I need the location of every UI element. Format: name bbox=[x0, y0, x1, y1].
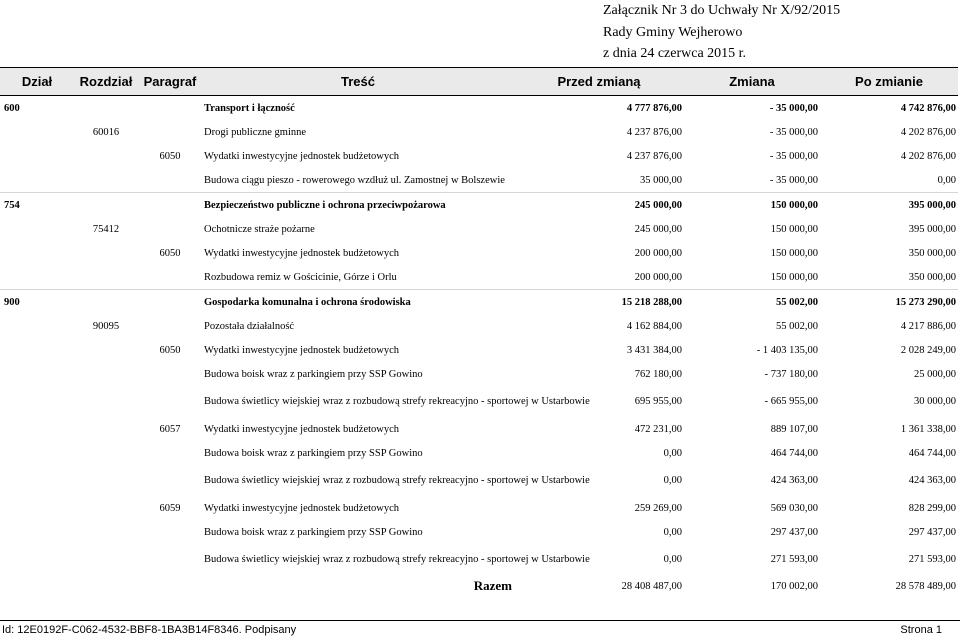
tresc-cell: Wydatki inwestycyjne jednostek budżetowych bbox=[204, 344, 400, 356]
dzial-cell bbox=[0, 544, 74, 575]
rozdzial-cell bbox=[74, 441, 138, 465]
zmiana-cell: 150 000,00 bbox=[770, 247, 818, 259]
przed-zmiana-cell: 695 955,00 bbox=[634, 396, 682, 407]
po-zmianie-cell: 828 299,00 bbox=[908, 502, 956, 514]
table-row bbox=[0, 144, 958, 168]
po-zmianie-cell: 4 742 876,00 bbox=[900, 102, 956, 114]
tresc-cell: Ochotnicze straże pożarne bbox=[204, 223, 315, 235]
rozdzial-cell bbox=[74, 544, 138, 575]
po-zmianie-cell: 15 273 290,00 bbox=[820, 290, 958, 315]
tresc-cell: Wydatki inwestycyjne jednostek budżetowych bbox=[204, 502, 400, 514]
table-row bbox=[0, 338, 958, 362]
tresc-cell: Budowa boisk wraz z parkingiem przy SSP Gowino bbox=[204, 368, 423, 380]
dzial-cell bbox=[0, 520, 74, 544]
przed-zmiana-cell: 762 180,00 bbox=[634, 368, 682, 380]
paragraf-cell bbox=[138, 441, 202, 465]
przed-zmiana-cell: 15 218 288,00 bbox=[514, 290, 684, 315]
przed-zmiana-cell: 0,00 bbox=[663, 447, 682, 459]
table-row bbox=[0, 290, 958, 315]
po-zmianie-cell: 271 593,00 bbox=[908, 554, 956, 565]
paragraf-cell: 6059 bbox=[159, 502, 181, 514]
total-label: Razem bbox=[473, 578, 512, 593]
po-zmianie-cell: 424 363,00 bbox=[908, 475, 956, 486]
po-zmianie-cell: 2 028 249,00 bbox=[900, 344, 956, 356]
dzial-cell bbox=[0, 417, 74, 441]
przed-zmiana-cell: 259 269,00 bbox=[634, 502, 682, 514]
table-row bbox=[0, 544, 958, 575]
table-row bbox=[0, 496, 958, 520]
paragraf-cell: 6057 bbox=[159, 423, 181, 435]
tresc-cell: Drogi publiczne gminne bbox=[204, 126, 307, 138]
zmiana-cell: 424 363,00 bbox=[770, 475, 818, 486]
po-zmianie-cell: 25 000,00 bbox=[914, 368, 956, 380]
zmiana-cell: 271 593,00 bbox=[770, 554, 818, 565]
rozdzial-cell bbox=[74, 193, 138, 218]
paragraf-cell bbox=[138, 386, 202, 417]
przed-zmiana-cell: 3 431 384,00 bbox=[626, 344, 682, 356]
table-row bbox=[0, 417, 958, 441]
zmiana-cell: 150 000,00 bbox=[684, 193, 820, 218]
dzial-cell bbox=[0, 441, 74, 465]
paragraf-cell: 6050 bbox=[159, 247, 181, 259]
page-number: Strona 1 bbox=[900, 624, 942, 636]
przed-zmiana-cell: 245 000,00 bbox=[514, 193, 684, 218]
dzial-cell: 600 bbox=[4, 102, 20, 114]
document-id: Id: 12E0192F-C062-4532-BBF8-1BA3B14F8346. Podpisany bbox=[2, 624, 297, 636]
rozdzial-cell: 75412 bbox=[92, 223, 120, 235]
dzial-cell bbox=[0, 265, 74, 290]
paragraf-cell bbox=[138, 120, 202, 144]
document-header bbox=[603, 0, 840, 65]
total-zmiana: 170 002,00 bbox=[770, 580, 818, 592]
zmiana-cell: - 35 000,00 bbox=[769, 174, 818, 186]
po-zmianie-cell: 395 000,00 bbox=[820, 193, 958, 218]
tresc-cell: Wydatki inwestycyjne jednostek budżetowych bbox=[204, 423, 400, 435]
table-body bbox=[0, 96, 958, 598]
rozdzial-cell bbox=[74, 338, 138, 362]
tresc-cell: Budowa boisk wraz z parkingiem przy SSP Gowino bbox=[204, 526, 423, 538]
dzial-cell bbox=[0, 168, 74, 193]
col-header-rozdzial: Rozdział bbox=[74, 68, 138, 96]
przed-zmiana-cell: 200 000,00 bbox=[634, 247, 682, 259]
dzial-cell bbox=[0, 338, 74, 362]
po-zmianie-cell: 297 437,00 bbox=[908, 526, 956, 538]
paragraf-cell bbox=[138, 520, 202, 544]
po-zmianie-cell: 4 217 886,00 bbox=[900, 320, 956, 332]
total-row bbox=[0, 575, 958, 597]
col-header-tresc: Treść bbox=[202, 68, 514, 96]
table-row bbox=[0, 362, 958, 386]
col-header-dzial: Dział bbox=[0, 68, 74, 96]
przed-zmiana-cell: 35 000,00 bbox=[640, 174, 682, 186]
przed-zmiana-cell: 4 237 876,00 bbox=[626, 150, 682, 162]
paragraf-cell bbox=[138, 217, 202, 241]
table-row bbox=[0, 96, 958, 121]
dzial-cell bbox=[0, 217, 74, 241]
table-row bbox=[0, 520, 958, 544]
przed-zmiana-cell: 200 000,00 bbox=[634, 271, 682, 283]
paragraf-cell bbox=[138, 465, 202, 496]
przed-zmiana-cell: 4 162 884,00 bbox=[626, 320, 682, 332]
col-header-zmiana: Zmiana bbox=[684, 68, 820, 96]
table-row bbox=[0, 314, 958, 338]
zmiana-cell: 55 002,00 bbox=[684, 290, 820, 315]
rozdzial-cell bbox=[74, 290, 138, 315]
rozdzial-cell bbox=[74, 96, 138, 121]
tresc-cell: Bezpieczeństwo publiczne i ochrona przeciwpożarowa bbox=[202, 193, 514, 218]
dzial-cell: 754 bbox=[0, 193, 74, 218]
resolution-date: z dnia 24 czerwca 2015 r. bbox=[603, 46, 747, 61]
dzial-cell bbox=[0, 241, 74, 265]
paragraf-cell bbox=[138, 290, 202, 315]
tresc-cell: Wydatki inwestycyjne jednostek budżetowych bbox=[204, 150, 400, 162]
dzial-cell bbox=[0, 496, 74, 520]
table-row bbox=[0, 441, 958, 465]
przed-zmiana-cell: 472 231,00 bbox=[634, 423, 682, 435]
tresc-cell: Budowa boisk wraz z parkingiem przy SSP Gowino bbox=[204, 447, 423, 459]
rozdzial-cell bbox=[74, 465, 138, 496]
tresc-cell: Transport i łączność bbox=[204, 102, 295, 114]
dzial-cell bbox=[0, 386, 74, 417]
rozdzial-cell bbox=[74, 417, 138, 441]
table-row bbox=[0, 168, 958, 193]
table-header-row bbox=[0, 68, 958, 96]
rozdzial-cell bbox=[74, 362, 138, 386]
zmiana-cell: 150 000,00 bbox=[770, 223, 818, 235]
przed-zmiana-cell: 0,00 bbox=[663, 475, 682, 486]
budget-table bbox=[0, 67, 958, 597]
rozdzial-cell bbox=[74, 168, 138, 193]
po-zmianie-cell: 464 744,00 bbox=[908, 447, 956, 459]
rozdzial-cell bbox=[74, 265, 138, 290]
page-footer bbox=[0, 620, 960, 640]
paragraf-cell bbox=[138, 314, 202, 338]
przed-zmiana-cell: 4 777 876,00 bbox=[626, 102, 682, 114]
paragraf-cell bbox=[138, 544, 202, 575]
paragraf-cell: 6050 bbox=[159, 344, 181, 356]
tresc-cell: Pozostała działalność bbox=[204, 320, 295, 332]
col-header-przed-zmiana: Przed zmianą bbox=[514, 68, 684, 96]
po-zmianie-cell: 1 361 338,00 bbox=[900, 423, 956, 435]
paragraf-cell bbox=[138, 265, 202, 290]
dzial-cell bbox=[0, 465, 74, 496]
table-row bbox=[0, 193, 958, 218]
council-name: Rady Gminy Wejherowo bbox=[603, 24, 743, 40]
dzial-cell bbox=[0, 144, 74, 168]
zmiana-cell: - 1 403 135,00 bbox=[756, 344, 818, 356]
paragraf-cell bbox=[138, 362, 202, 386]
rozdzial-cell bbox=[74, 241, 138, 265]
zmiana-cell: 569 030,00 bbox=[770, 502, 818, 514]
tresc-cell: Gospodarka komunalna i ochrona środowiska bbox=[202, 290, 514, 315]
table-row bbox=[0, 265, 958, 290]
przed-zmiana-cell: 0,00 bbox=[663, 554, 682, 565]
zmiana-cell: - 35 000,00 bbox=[769, 102, 818, 114]
tresc-cell: Budowa świetlicy wiejskiej wraz z rozbudową strefy rekreacyjno - sportowej w Ustarbowie bbox=[204, 396, 590, 407]
table-row bbox=[0, 241, 958, 265]
total-po-zmianie: 28 578 489,00 bbox=[895, 580, 956, 592]
po-zmianie-cell: 4 202 876,00 bbox=[900, 126, 956, 138]
attachment-title: Załącznik Nr 3 do Uchwały Nr X/92/2015 bbox=[603, 3, 841, 18]
dzial-cell bbox=[0, 362, 74, 386]
rozdzial-cell bbox=[74, 496, 138, 520]
zmiana-cell: - 35 000,00 bbox=[769, 126, 818, 138]
paragraf-cell bbox=[138, 193, 202, 218]
przed-zmiana-cell: 245 000,00 bbox=[634, 223, 682, 235]
dzial-cell bbox=[0, 120, 74, 144]
col-header-po-zmianie: Po zmianie bbox=[820, 68, 958, 96]
zmiana-cell: - 35 000,00 bbox=[769, 150, 818, 162]
zmiana-cell: - 665 955,00 bbox=[764, 396, 818, 407]
tresc-cell: Budowa ciągu pieszo - rowerowego wzdłuż ul. Zamostnej w Bolszewie bbox=[204, 174, 505, 186]
tresc-cell: Budowa świetlicy wiejskiej wraz z rozbudową strefy rekreacyjno - sportowej w Ustarbowie bbox=[204, 475, 590, 486]
rozdzial-cell bbox=[74, 520, 138, 544]
paragraf-cell: 6050 bbox=[159, 150, 181, 162]
tresc-cell: Rozbudowa remiz w Gościcinie, Górze i Orlu bbox=[204, 271, 397, 283]
po-zmianie-cell: 350 000,00 bbox=[908, 271, 956, 283]
paragraf-cell bbox=[138, 168, 202, 193]
po-zmianie-cell: 0,00 bbox=[937, 174, 956, 186]
rozdzial-cell: 90095 bbox=[92, 320, 120, 332]
tresc-cell: Wydatki inwestycyjne jednostek budżetowych bbox=[204, 247, 400, 259]
rozdzial-cell bbox=[74, 144, 138, 168]
zmiana-cell: 150 000,00 bbox=[770, 271, 818, 283]
col-header-paragraf: Paragraf bbox=[138, 68, 202, 96]
po-zmianie-cell: 30 000,00 bbox=[914, 396, 956, 407]
po-zmianie-cell: 4 202 876,00 bbox=[900, 150, 956, 162]
przed-zmiana-cell: 0,00 bbox=[663, 526, 682, 538]
tresc-cell: Budowa świetlicy wiejskiej wraz z rozbudową strefy rekreacyjno - sportowej w Ustarbowie bbox=[204, 554, 590, 565]
paragraf-cell bbox=[138, 96, 202, 121]
przed-zmiana-cell: 4 237 876,00 bbox=[626, 126, 682, 138]
zmiana-cell: 889 107,00 bbox=[770, 423, 818, 435]
dzial-cell: 900 bbox=[0, 290, 74, 315]
total-przed-zmiana: 28 408 487,00 bbox=[621, 580, 682, 592]
table-row bbox=[0, 465, 958, 496]
po-zmianie-cell: 350 000,00 bbox=[908, 247, 956, 259]
table-row bbox=[0, 217, 958, 241]
rozdzial-cell bbox=[74, 386, 138, 417]
table-row bbox=[0, 386, 958, 417]
zmiana-cell: - 737 180,00 bbox=[764, 368, 818, 380]
zmiana-cell: 55 002,00 bbox=[776, 320, 818, 332]
zmiana-cell: 297 437,00 bbox=[770, 526, 818, 538]
zmiana-cell: 464 744,00 bbox=[770, 447, 818, 459]
table-row bbox=[0, 120, 958, 144]
rozdzial-cell: 60016 bbox=[92, 126, 120, 138]
dzial-cell bbox=[0, 314, 74, 338]
po-zmianie-cell: 395 000,00 bbox=[908, 223, 956, 235]
